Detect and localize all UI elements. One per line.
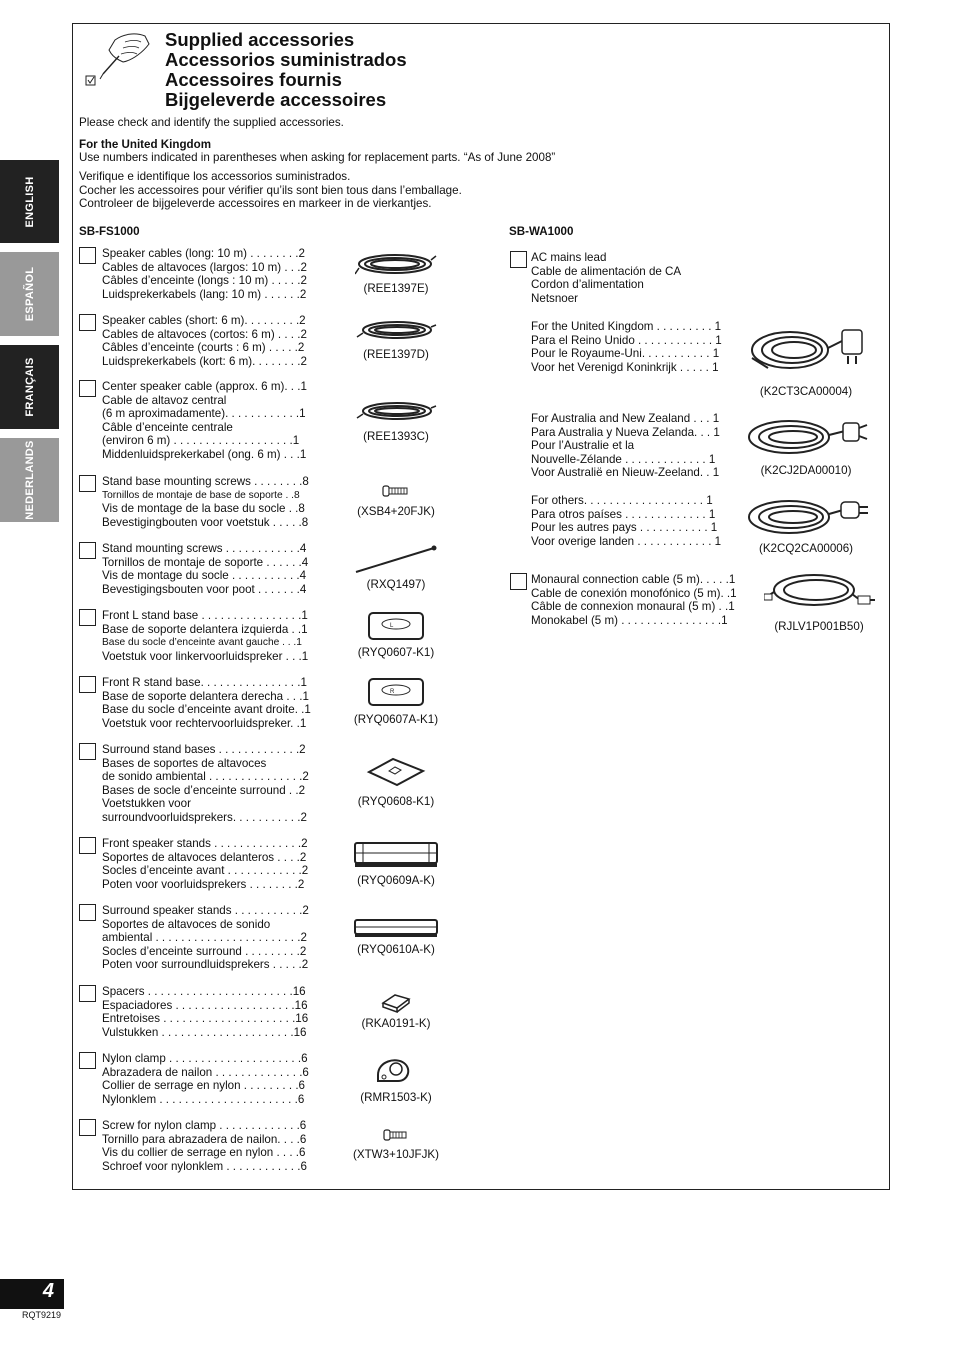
accessory-line: Cable de altavoz central [102,393,227,407]
accessory-line: Voetstuk voor linkervoorluidspreker . . .1 [102,649,309,663]
euro-plug-cable-icon [745,494,870,540]
part-code: (K2CQ2CA00006) [758,542,854,555]
left-model-heading: SB-FS1000 [79,225,140,238]
part-code: (K2CT3CA00004) [759,385,853,398]
ac-group-others [531,494,721,548]
accessory-item-9 [102,904,309,972]
ac-group-line: For others. . . . . . . . . . . . . . . . . . . 1 [531,494,713,507]
ac-group-line: Pour l’Australie et la [531,439,635,453]
monaural-cable-label [531,573,737,627]
accessory-line: Screw for nylon clamp . . . . . . . . . . . . .6 [102,1119,307,1132]
accessory-line: Luidsprekerkabels (kort: 6 m). . . . . . . .2 [102,354,307,368]
side-tab-label: ENGLISH [23,176,36,227]
document-number: RQT9219 [22,1310,62,1320]
checkbox-item-8[interactable] [79,837,96,854]
title-nl: Bijgeleverde accessoires [165,89,387,110]
title-es: Accessorios suministrados [165,49,407,70]
coiled-cable-icon [355,317,437,348]
accessory-line: Surround speaker stands . . . . . . . . . . .2 [102,904,309,917]
accessory-line: Poten voor surroundluidsprekers . . . . .2 [102,958,309,972]
right-model-heading: SB-WA1000 [509,225,574,238]
side-tab-label: NEDERLANDS [23,440,36,520]
multi-line-nl: Controleer de bijgeleverde accessoires en markeer in de vierkantjes. [79,197,432,210]
rod-screw-icon [354,544,438,579]
ac-group-line: Para Australia y Nueva Zelanda. . . 1 [531,425,720,439]
accessory-line: Entretoises . . . . . . . . . . . . . . . . . . . . .16 [102,1012,309,1026]
coiled-cable-icon [355,398,437,429]
accessory-item-6 [102,676,311,730]
accessory-line: Socles d’enceinte surround . . . . . . . . .2 [102,944,307,958]
uk-note: Use numbers indicated in parentheses when asking for replacement parts. “As of June 2008” [79,151,556,164]
side-tab-label: ESPAÑOL [23,266,36,322]
title-fr: Accessoires fournis [165,69,342,90]
accessory-line: Base du socle d’enceinte avant gauche . . .1 [102,637,302,649]
front-l-base-icon [368,612,424,645]
accessory-item-0 [102,247,307,301]
accessory-line: Bases de soportes de altavoces [102,756,267,770]
accessory-line: ambiental . . . . . . . . . . . . . . . . . . . . . . .2 [102,931,307,945]
accessory-line: Abrazadera de nailon . . . . . . . . . . . . . .6 [102,1065,309,1079]
part-code: (RYQ0609A-K) [357,874,435,887]
side-tab-nederlands [0,438,59,522]
part-code: (REE1393C) [363,430,429,443]
part-code: (REE1397E) [363,282,429,295]
au-plug-cable-icon [745,413,870,461]
accessory-item-10 [102,985,308,1039]
page-number: 4 [0,1279,64,1309]
accessory-line: Middenluidsprekerkabel (ong. 6 m) . . .1 [102,447,307,461]
ac-line: Cordon d’alimentation [531,278,644,292]
accessory-line: Voetstuk voor rechtervoorluidspreker. .1 [102,716,307,730]
accessory-item-7 [102,743,309,825]
part-code: (RKA0191-K) [361,1017,431,1030]
accessory-line: Nylon clamp . . . . . . . . . . . . . . . . . . . . .6 [102,1052,308,1065]
accessory-line: Bevestigingsbouten voor poot . . . . . . .4 [102,582,307,596]
accessory-line: surroundvoorluidsprekers. . . . . . . . . . .2 [102,810,307,824]
multi-line-es: Verifique e identifique los accessorios suministrados. [79,170,351,183]
accessory-line: Tornillo para abrazadera de nailon. . . .6 [102,1132,307,1146]
accessory-line: Stand base mounting screws . . . . . . . .8 [102,475,309,488]
part-code: (RMR1503-K) [360,1091,432,1104]
ac-line: Netsnoer [531,291,579,305]
accessory-line: Cables de altavoces (cortos: 6 m) . . . .2 [102,327,307,341]
accessory-line: de sonido ambiental . . . . . . . . . . . . . . .2 [102,770,309,784]
mono-line: Monokabel (5 m) . . . . . . . . . . . . . . . .1 [531,613,728,627]
side-tab-english [0,160,59,243]
checkbox-item-1[interactable] [79,314,96,331]
accessory-line: Base de soporte delantera derecha . . .1 [102,689,309,703]
accessory-item-1 [102,314,307,368]
accessory-line: Collier de serrage en nylon . . . . . . . . .6 [102,1079,305,1093]
uk-heading: For the United Kingdom [79,138,212,151]
checkbox-item-0[interactable] [79,247,96,264]
accessory-line: Espaciadores . . . . . . . . . . . . . . . . . . .16 [102,998,308,1012]
accessory-line: Front speaker stands . . . . . . . . . . . . . .2 [102,837,308,850]
uk-plug-cable-icon [748,318,868,380]
ac-group-line: For Australia and New Zealand . . . 1 [531,412,720,425]
svg-text:L: L [390,623,394,629]
accessory-line: Poten voor voorluidsprekers . . . . . . . .2 [102,877,305,891]
accessory-line: Schroef voor nylonklem . . . . . . . . . . . .6 [102,1159,307,1173]
accessory-line: (environ 6 m) . . . . . . . . . . . . . . . . . . .1 [102,434,300,448]
accessory-line: Cables de altavoces (largos: 10 m) . . .2 [102,260,307,274]
accessory-line: Voetstukken voor [102,797,191,811]
hand-pen-icon [85,30,155,88]
accessory-line: Vis de montage du socle . . . . . . . . . . .4 [102,569,307,583]
part-code: (RYQ0608-K1) [357,795,435,808]
screw-icon [383,1128,409,1146]
ac-group-line: Nouvelle-Zélande . . . . . . . . . . . . . 1 [531,452,716,466]
accessory-item-8 [102,837,308,891]
page-title [165,30,407,110]
checkbox-item-4[interactable] [79,542,96,559]
surround-base-icon [365,757,427,792]
accessory-line: (6 m aproximadamente). . . . . . . . . . . .1 [102,407,306,421]
accessory-line: Câbles d’enceinte (longs : 10 m) . . . . .2 [102,274,307,288]
accessory-line: Soportes de altavoces delanteros . . . .2 [102,850,307,864]
part-code: (XTW3+10JFJK) [352,1148,440,1161]
accessory-line: Center speaker cable (approx. 6 m). . .1 [102,380,307,393]
ac-group-line: Voor overige landen . . . . . . . . . . . . 1 [531,534,722,548]
checkbox-item-12[interactable] [79,1119,96,1136]
checkbox-ac-mains-lead[interactable] [510,251,527,268]
monaural-cable-icon [764,568,876,618]
ac-group-line: Voor het Verenigd Koninkrijk . . . . . 1 [531,360,719,374]
accessory-line: Spacers . . . . . . . . . . . . . . . . . . . . . . .16 [102,985,306,998]
part-code: (K2CJ2DA00010) [760,464,852,477]
checkbox-item-6[interactable] [79,676,96,693]
accessory-line: Speaker cables (short: 6 m). . . . . . . . .2 [102,314,306,327]
accessory-line: Speaker cables (long: 10 m) . . . . . . . .2 [102,247,305,260]
accessory-line: Bevestigingbouten voor voetstuk . . . . .8 [102,515,309,529]
accessory-line: Vis du collier de serrage en nylon . . . .6 [102,1146,306,1160]
accessory-line: Tornillos de montaje de soporte . . . . . .4 [102,555,309,569]
svg-text:R: R [390,689,395,695]
ac-group-line: For the United Kingdom . . . . . . . . . 1 [531,320,722,333]
mono-line: Cable de conexión monofónico (5 m). .1 [531,586,737,600]
front-stand-icon [353,839,439,874]
accessory-line: Base du socle d’enceinte avant droite. .1 [102,703,311,717]
accessory-line: Vulstukken . . . . . . . . . . . . . . . . . . . . .16 [102,1025,307,1039]
spacer-icon [381,991,411,1018]
accessory-line: Luidsprekerkabels (lang: 10 m) . . . . . .2 [102,287,307,301]
accessory-line: Soportes de altavoces de sonido [102,917,271,931]
screw-icon [381,484,411,503]
ac-line: AC mains lead [531,251,607,264]
side-tab-espanol [0,252,59,336]
checkbox-item-9[interactable] [79,904,96,921]
accessory-line: Socles d’enceinte avant . . . . . . . . . . . .2 [102,864,309,878]
checkbox-item-2[interactable] [79,380,96,397]
checkbox-monaural-cable[interactable] [510,573,527,590]
ac-group-line: Pour le Royaume-Uni. . . . . . . . . . . 1 [531,347,720,361]
title-en: Supplied accessories [165,29,355,50]
accessory-line: Stand mounting screws . . . . . . . . . . . .4 [102,542,307,555]
side-tab-label: FRANÇAIS [23,357,36,417]
accessory-line: Vis de montage de la base du socle . .8 [102,502,305,516]
ac-group-line: Para otros países . . . . . . . . . . . . . 1 [531,507,716,521]
accessory-line: Front L stand base . . . . . . . . . . . . . . . .1 [102,609,308,622]
accessory-line: Câble d’enceinte centrale [102,420,233,434]
checkbox-item-11[interactable] [79,1052,96,1069]
front-r-base-icon [368,678,424,711]
part-code: (RYQ0607-K1) [357,646,435,659]
ac-group-line: Voor Australië en Nieuw-Zeeland. . 1 [531,466,720,480]
accessory-line: Front R stand base. . . . . . . . . . . . . . . .1 [102,676,307,689]
nylon-clamp-icon [374,1053,418,1090]
accessory-line: Nylonklem . . . . . . . . . . . . . . . . . . . . . .6 [102,1092,305,1106]
checkbox-item-3[interactable] [79,475,96,492]
multi-line-fr: Cocher les accessoires pour vérifier qu’ils sont bien tous dans l’emballage. [79,184,462,197]
ac-group-uk [531,320,722,374]
accessory-line: Tornillos de montaje de base de soporte . .8 [102,489,300,501]
accessory-line: Surround stand bases . . . . . . . . . . . . .2 [102,743,306,756]
accessory-line: Câbles d’enceinte (courts : 6 m) . . . . .2 [102,341,305,355]
checkbox-item-7[interactable] [79,743,96,760]
accessory-item-2 [102,380,307,462]
accessory-item-5 [102,609,308,663]
accessory-item-11 [102,1052,309,1106]
side-tab-francais [0,345,59,429]
ac-line: Cable de alimentación de CA [531,264,682,278]
accessory-item-4 [102,542,308,596]
coiled-cable-icon [355,250,437,283]
ac-group-line: Para el Reino Unido . . . . . . . . . . . . 1 [531,333,722,347]
accessory-line: Base de soporte delantera izquierda . .1 [102,622,308,636]
part-code: (RJLV1P001B50) [774,620,864,633]
part-code: (REE1397D) [363,348,429,361]
ac-group-line: Pour les autres pays . . . . . . . . . . . 1 [531,521,718,535]
accessory-item-3 [102,475,309,529]
intro-text: Please check and identify the supplied accessories. [79,116,344,129]
part-code: (RXQ1497) [366,578,426,591]
part-code: (XSB4+20FJK) [357,505,435,518]
checkbox-item-5[interactable] [79,609,96,626]
part-code: (RYQ0607A-K1) [353,713,439,726]
part-code: (RYQ0610A-K) [357,943,435,956]
accessory-line: Bases de socle d’enceinte surround . .2 [102,783,306,797]
ac-mains-lead-label [531,251,681,305]
checkbox-item-10[interactable] [79,985,96,1002]
mono-line: Monaural connection cable (5 m). . . . .1 [531,573,736,586]
mono-line: Câble de connexion monaural (5 m) . .1 [531,600,735,614]
accessory-item-12 [102,1119,307,1173]
ac-group-au [531,412,720,480]
surround-stand-icon [353,916,439,943]
